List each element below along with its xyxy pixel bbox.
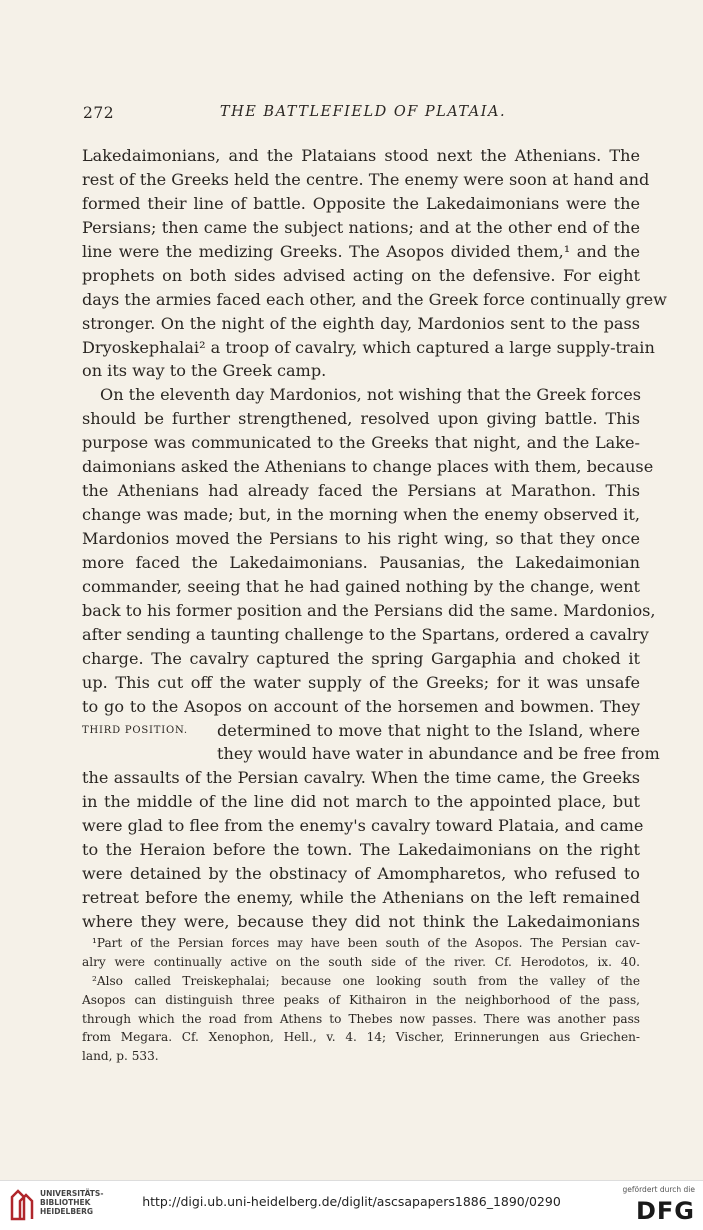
body-line: on its way to the Greek camp. [82,361,327,381]
permalink-url[interactable]: http://digi.ub.uni-heidelberg.de/diglit/ascsapapers1886_1890/0290 [142,1194,561,1209]
funder-caption: gefördert durch die [622,1185,695,1194]
body-line: were glad to flee from the enemy's cavalry toward Plataia, and came [82,816,644,836]
body-line: were detained by the obstinacy of Amompharetos, who refused to [82,864,640,884]
running-title: THE BATTLEFIELD OF PLATAIA. [219,104,507,120]
body-line: Lakedaimonians, and the Plataians stood next the Athenians. The [82,146,640,165]
body-line: line were the medizing Greeks. The Asopos divided them,¹ and the [82,241,640,261]
body-line: determined to move that night to the Island, where [217,720,640,740]
body-line: daimonians asked the Athenians to change places with them, because [82,457,654,477]
footnote-line: alry were continually active on the south side of the river. Cf. Herodotos, ix. 40. [82,954,640,969]
body-line: they would have water in abundance and be free from [217,744,660,764]
footnote-line: land, p. 533. [82,1049,159,1064]
body-line: purpose was communicated to the Greeks that night, and the Lake- [82,433,640,453]
library-name-line: HEIDELBERG [40,1207,94,1216]
body-line: after sending a taunting challenge to the Spartans, ordered a cavalry [82,624,649,644]
footnote-line: ¹Part of the Persian forces may have been south of the Asopos. The Persian cav- [92,936,640,950]
body-line: should be further strengthened, resolved upon giving battle. This [82,409,640,429]
page-number: 272 [83,104,115,122]
body-line: the Athenians had already faced the Persians at Marathon. This [82,481,640,501]
body-line: back to his former position and the Persians did the same. Mardonios, [82,600,656,620]
body-text [82,144,667,934]
body-line: where they were, because they did not think the Lakedaimonians [82,912,640,931]
footnote-line: through which the road from Athens to Thebes now passes. There was another pass [82,1011,640,1026]
margin-note: THIRD POSITION. [82,725,188,736]
body-line: days the armies faced each other, and the Greek force continually grew [82,289,667,309]
body-line: the assaults of the Persian cavalry. When the time came, the Greeks [82,768,640,788]
body-line: rest of the Greeks held the centre. The enemy were soon at hand and [82,169,650,189]
body-line: more faced the Lakedaimonians. Pausanias, the Lakedaimonian [82,552,640,572]
library-name-line: UNIVERSITÄTS- [40,1189,104,1198]
body-line: up. This cut off the water supply of the Greeks; for it was unsafe [82,672,640,692]
footnote-line: ²Also called Treiskephalai; because one looking south from the valley of the [92,973,640,988]
body-line: to the Heraion before the town. The Lakedaimonians on the right [82,840,640,860]
dfg-logo: DFG [635,1197,695,1225]
body-line: Dryoskephalai² a troop of cavalry, which captured a large supply-train [82,337,655,357]
body-line: Mardonios moved the Persians to his right wing, so that they once [82,529,640,548]
body-line: change was made; but, in the morning when the enemy observed it, [82,505,640,525]
body-line: charge. The cavalry captured the spring Gargaphia and choked it [82,648,640,668]
body-line: On the eleventh day Mardonios, not wishing that the Greek forces [100,385,642,405]
body-line: to go to the Asopos on account of the horsemen and bowmen. They [82,696,640,716]
footnote-line: Asopos can distinguish three peaks of Kithairon in the neighborhood of the pass, [82,992,640,1007]
body-line: prophets on both sides advised acting on the defensive. For eight [82,265,640,285]
body-line: stronger. On the night of the eighth day, Mardonios sent to the pass [82,313,640,333]
viewer-footer [0,1180,703,1230]
body-line: Persians; then came the subject nations; and at the other end of the [82,217,640,237]
footnotes [82,934,640,1066]
footnote-line: from Megara. Cf. Xenophon, Hell., v. 4. 14; Vischer, Erinnerungen aus Griechen- [82,1030,640,1045]
body-line: in the middle of the line did not march to the appointed place, but [82,792,640,812]
body-line: formed their line of battle. Opposite the Lakedaimonians were the [82,193,640,213]
body-line: commander, seeing that he had gained nothing by the change, went [82,576,640,596]
library-name-line: BIBLIOTHEK [40,1198,91,1207]
body-line: retreat before the enemy, while the Athenians on the left remained [82,888,640,908]
page-header [83,104,643,128]
